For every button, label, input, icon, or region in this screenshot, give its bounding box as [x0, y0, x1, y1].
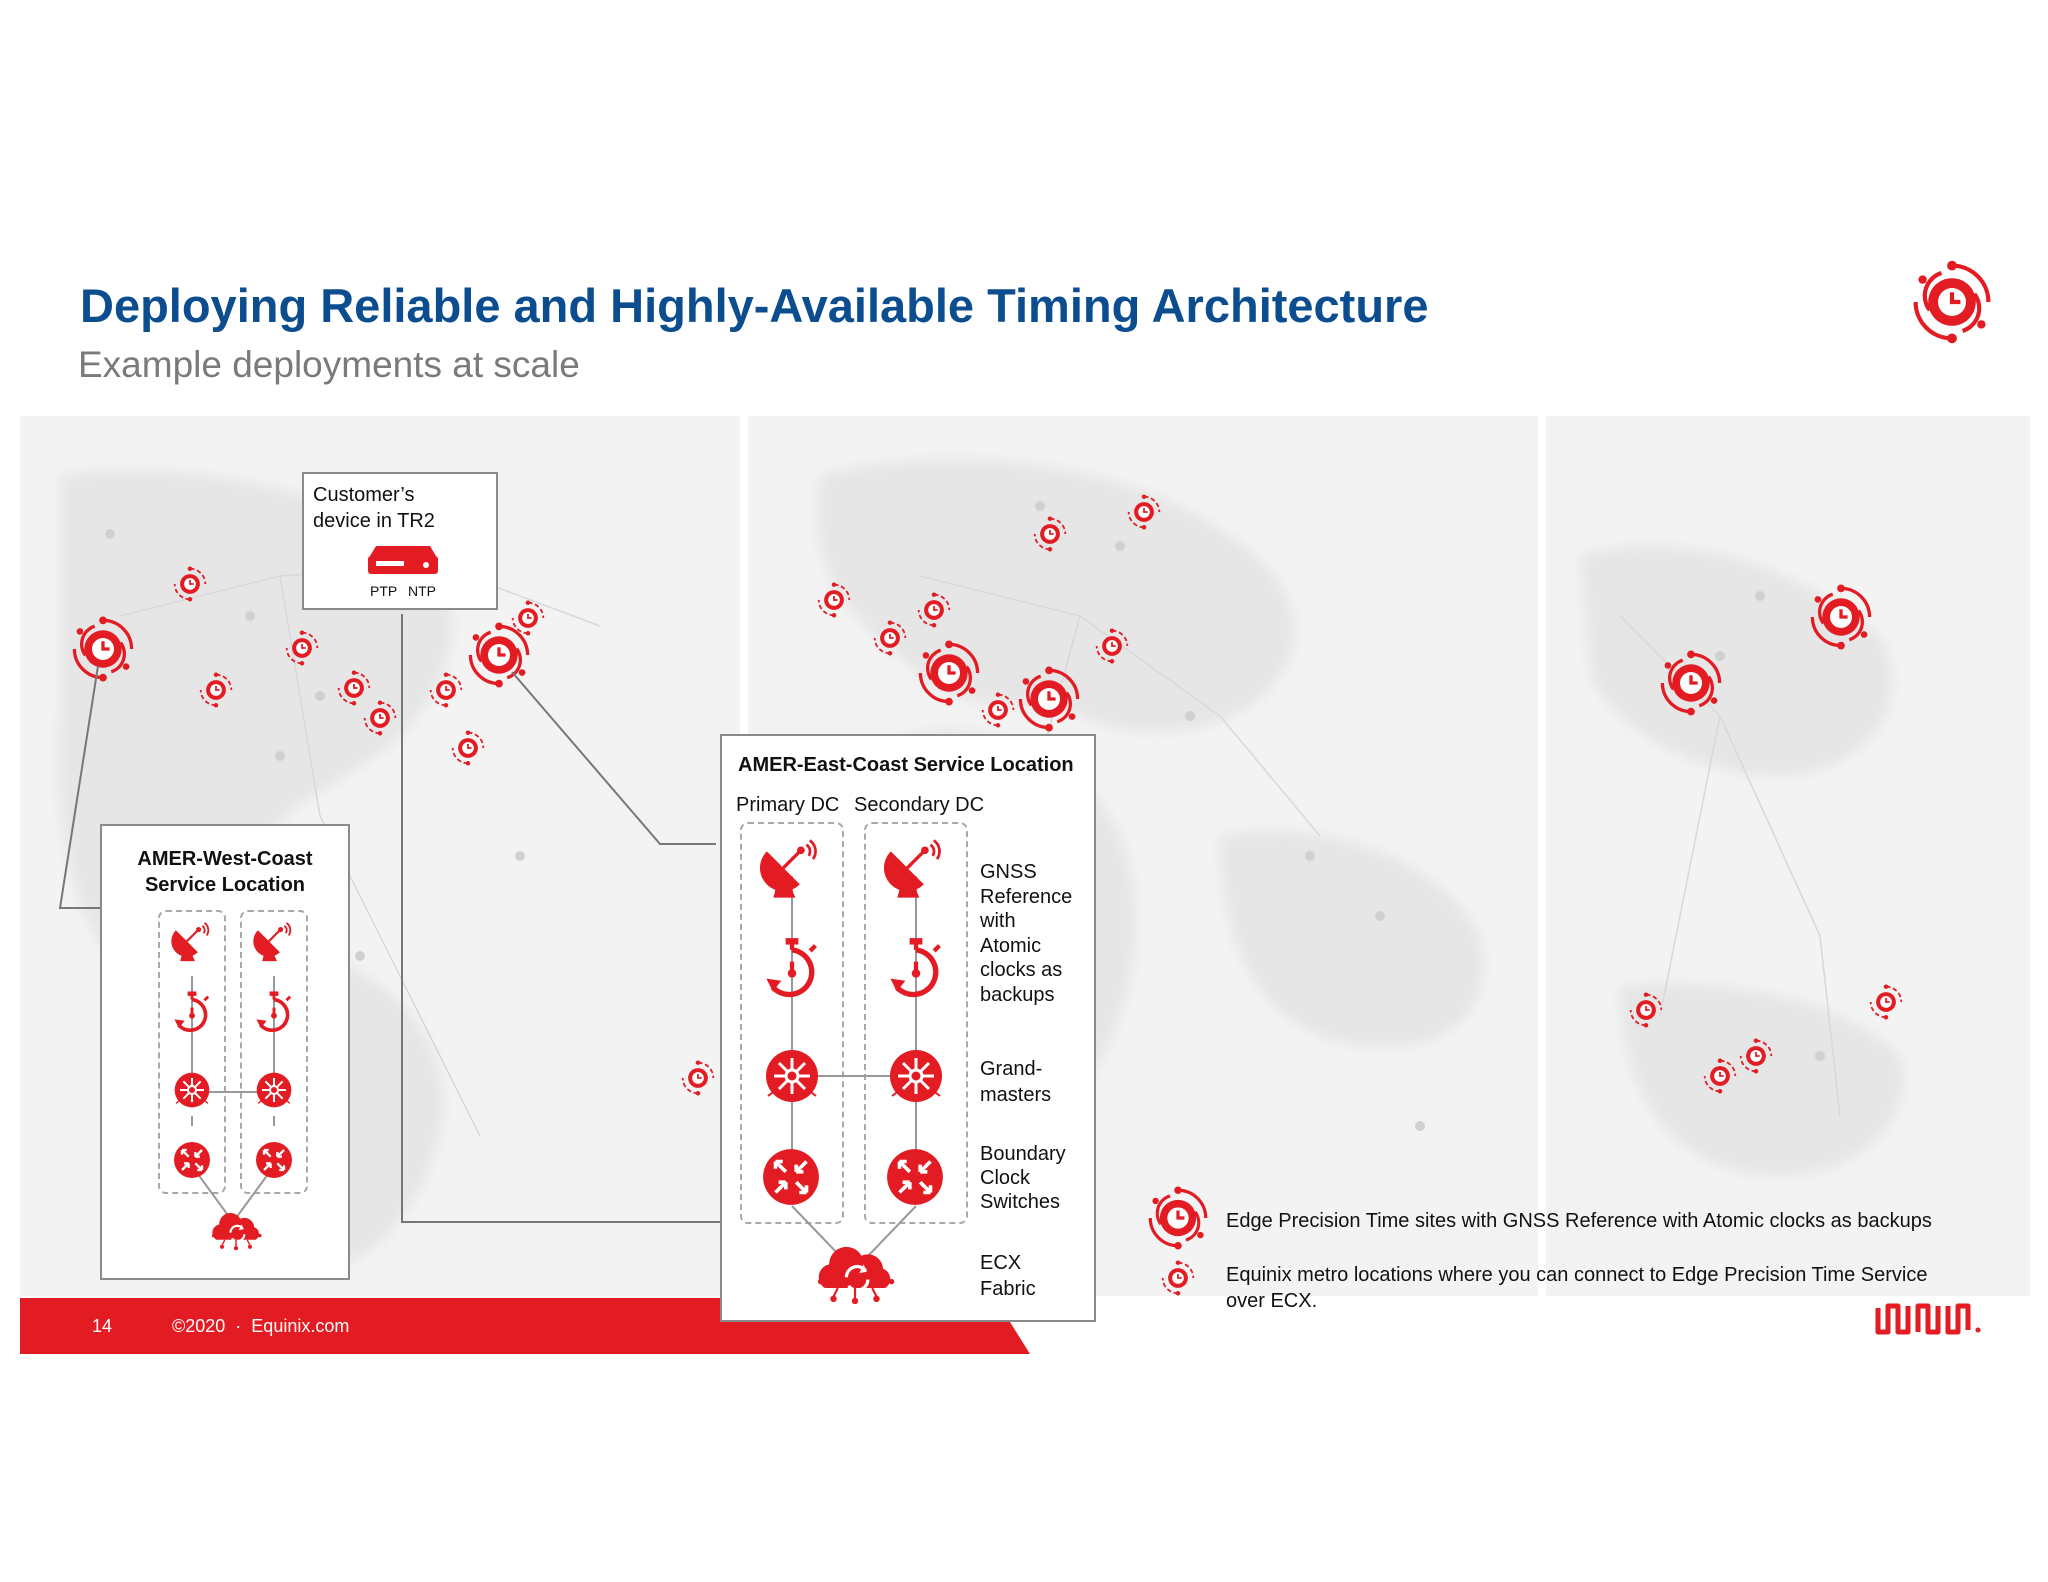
switch-icon	[884, 1146, 946, 1208]
boundary-label-line: Switches	[980, 1191, 1061, 1213]
stopwatch-icon	[252, 990, 296, 1034]
gnss-label	[980, 860, 1072, 1007]
copyright: ©2020 · Equinix.com	[172, 1316, 350, 1336]
grandmaster-icon	[762, 1046, 822, 1106]
boundary-label-line: Boundary	[980, 1143, 1066, 1165]
ntp-label: NTP	[408, 583, 436, 599]
gnss-label-line: Reference	[980, 885, 1073, 908]
customer-box-line2: device in TR2	[313, 510, 435, 532]
grandmasters-label	[980, 1056, 1051, 1108]
switch-icon	[760, 1146, 822, 1208]
stopwatch-icon	[760, 936, 824, 1000]
legend-small-text	[1226, 1262, 1927, 1314]
customer-box-line1: Customer’s	[313, 484, 415, 506]
west-title-line1: AMER-West-Coast	[137, 848, 313, 870]
stopwatch-icon	[170, 990, 214, 1034]
gnss-label-line: clocks as	[980, 959, 1063, 981]
page-number: 14	[92, 1316, 113, 1336]
grandmasters-label-line: masters	[980, 1084, 1052, 1106]
ptp-label: PTP	[370, 583, 398, 599]
grandmaster-icon	[254, 1070, 294, 1110]
grandmaster-icon	[172, 1070, 212, 1110]
east-primary-label: Primary DC	[736, 794, 840, 816]
legend-large-icon	[1146, 1186, 1210, 1250]
gnss-label-line: GNSS	[980, 861, 1037, 883]
satellite-dish-icon	[758, 836, 824, 902]
satellite-dish-icon	[170, 920, 214, 964]
server-device-icon	[366, 544, 440, 580]
page-title: Deploying Reliable and Highly-Available Timing Architecture	[80, 279, 1429, 332]
switch-icon	[172, 1140, 212, 1180]
cloud-fabric-icon	[208, 1208, 264, 1252]
legend-small-line: Equinix metro locations where you can connect to Edge Precision Time Service	[1226, 1264, 1928, 1286]
stopwatch-icon	[884, 936, 948, 1000]
grandmaster-icon	[886, 1046, 946, 1106]
satellite-dish-icon	[252, 920, 296, 964]
east-title: AMER-East-Coast Service Location	[738, 754, 1074, 776]
legend-small-icon	[1160, 1260, 1196, 1296]
customer-device-box	[302, 472, 498, 610]
cloud-fabric-icon	[812, 1240, 898, 1306]
page-subtitle: Example deployments at scale	[78, 344, 580, 385]
satellite-dish-icon	[882, 836, 948, 902]
gnss-label-line: backups	[980, 983, 1055, 1006]
gnss-label-line: with	[980, 910, 1016, 932]
switch-icon	[254, 1140, 294, 1180]
legend-large-text: Edge Precision Time sites with GNSS Reference with Atomic clocks as backups	[1226, 1210, 1932, 1232]
grandmasters-label-line: Grand-	[980, 1058, 1043, 1080]
east-chain-lines	[722, 736, 1098, 1324]
legend-small-line: over ECX.	[1226, 1290, 1318, 1312]
boundary-label	[980, 1142, 1066, 1214]
amer-east-coast-box	[720, 734, 1096, 1322]
ecx-label	[980, 1250, 1036, 1302]
boundary-label-line: Clock	[980, 1167, 1031, 1189]
equinix-logo-icon	[1874, 1294, 1986, 1338]
ecx-label-line: ECX	[980, 1252, 1022, 1274]
gnss-label-line: Atomic	[980, 934, 1042, 957]
ecx-label-line: Fabric	[980, 1278, 1036, 1300]
amer-west-coast-box	[100, 824, 350, 1280]
east-secondary-label: Secondary DC	[854, 794, 985, 816]
west-title-line2: Service Location	[144, 874, 306, 896]
